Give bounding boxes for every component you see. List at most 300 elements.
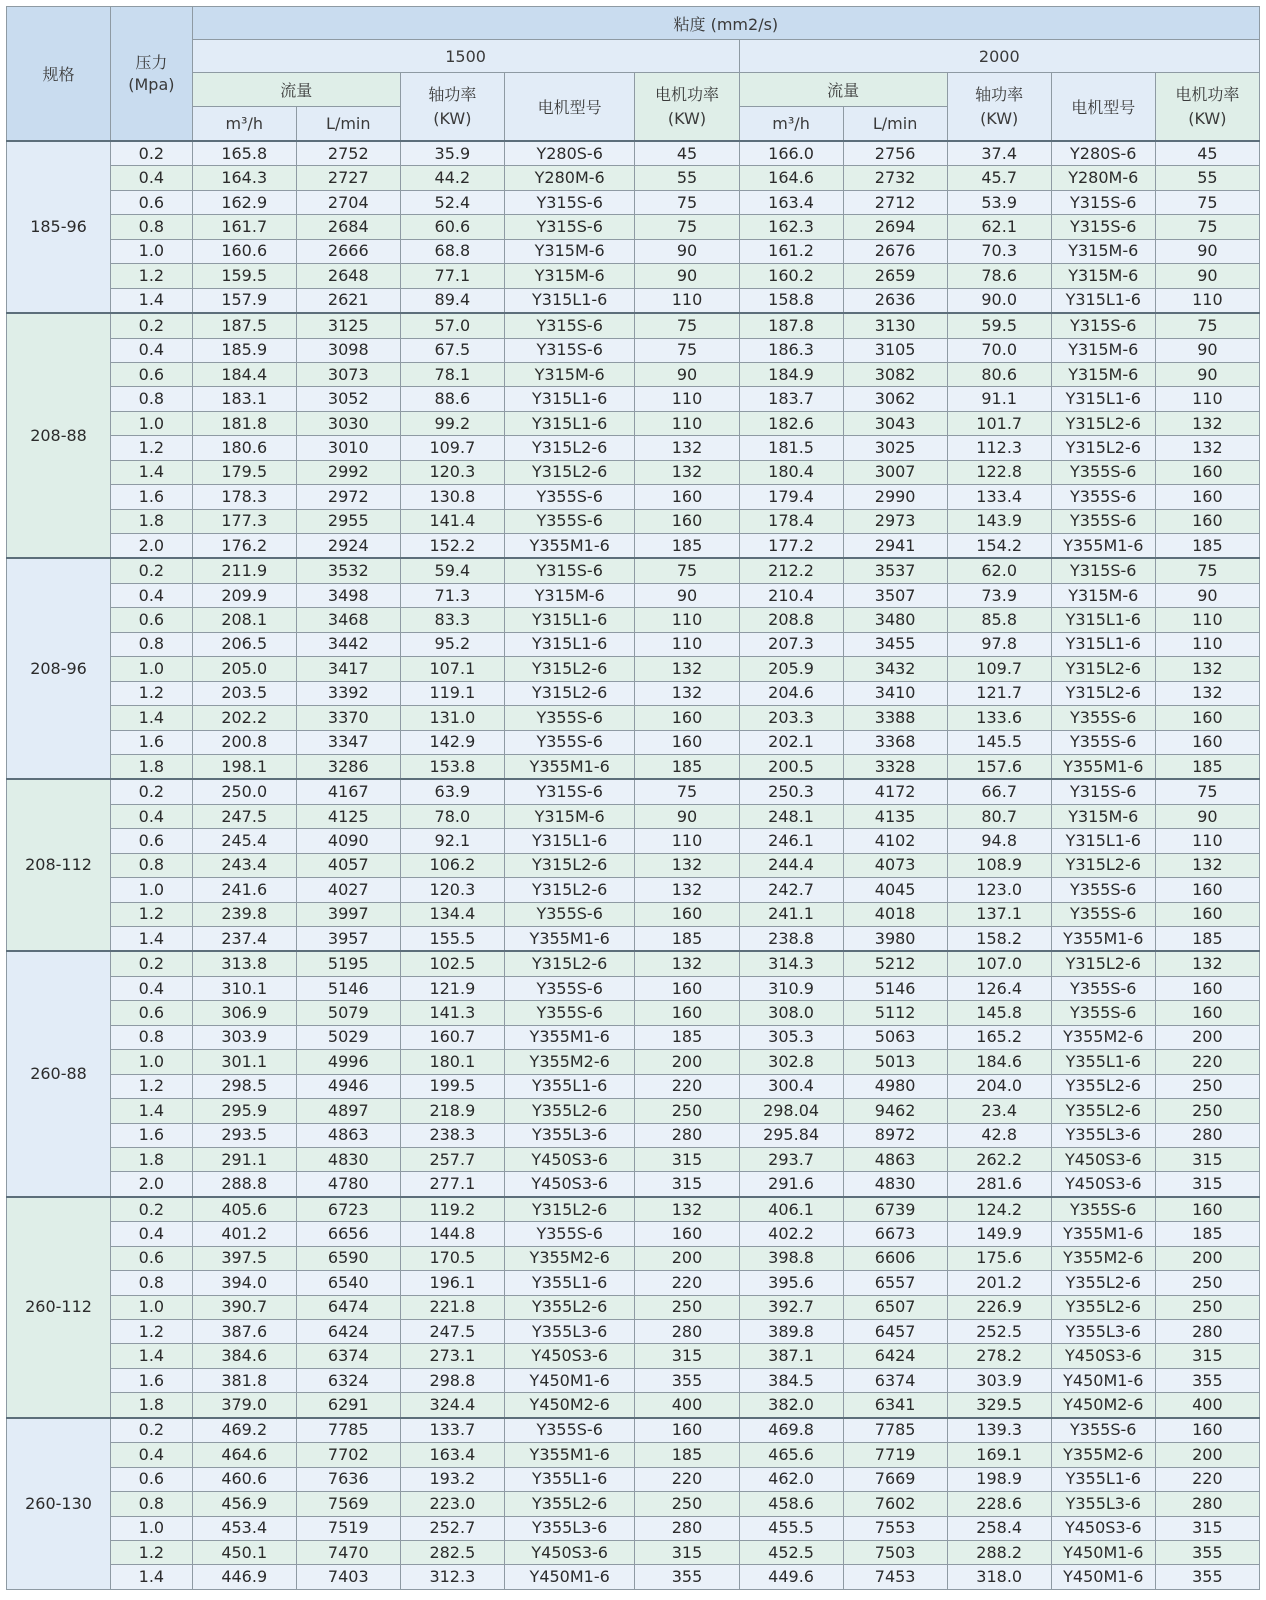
- shaft-power-1500-cell: 59.4: [400, 558, 504, 583]
- motor-power-2000-cell: 110: [1155, 632, 1259, 656]
- flow-lmin-2000-cell: 6341: [843, 1393, 947, 1418]
- shaft-power-1500-cell: 78.0: [400, 804, 504, 828]
- motor-power-2000-cell: 160: [1155, 878, 1259, 902]
- flow-lmin-1500-cell: 2924: [296, 534, 400, 559]
- motor-model-2000-cell: Y315M-6: [1051, 264, 1155, 288]
- shaft-power-1500-cell: 160.7: [400, 1025, 504, 1049]
- motor-model-2000-cell: Y355S-6: [1051, 1197, 1155, 1222]
- motor-power-1500-cell: 75: [635, 558, 739, 583]
- motor-power-2000-cell: 90: [1155, 338, 1259, 362]
- flow-lmin-2000-cell: 6606: [843, 1246, 947, 1270]
- motor-power-1500-cell: 220: [635, 1467, 739, 1491]
- table-row: [7, 706, 1260, 730]
- motor-power-2000-cell: 90: [1155, 264, 1259, 288]
- flow-lmin-2000-cell: 4045: [843, 878, 947, 902]
- flow-lmin-2000-cell: 3328: [843, 754, 947, 779]
- pressure-cell: 1.2: [111, 902, 193, 926]
- table-row: [7, 411, 1260, 435]
- flow-lmin-2000-cell: 7669: [843, 1467, 947, 1491]
- motor-power-2000-cell: 90: [1155, 362, 1259, 386]
- flow-lmin-1500-cell: 7403: [296, 1565, 400, 1589]
- flow-m3h-2000-cell: 250.3: [739, 779, 843, 804]
- motor-power-2000-cell: 90: [1155, 804, 1259, 828]
- motor-power-1500-cell: 132: [635, 436, 739, 460]
- shaft-power-2000-cell: 85.8: [947, 608, 1051, 632]
- shaft-power-2000-cell: 23.4: [947, 1099, 1051, 1123]
- flow-lmin-1500-cell: 5195: [296, 951, 400, 976]
- motor-model-2000-cell: Y315L2-6: [1051, 951, 1155, 976]
- table-row: [7, 436, 1260, 460]
- motor-power-2000-cell: 132: [1155, 657, 1259, 681]
- motor-model-1500-cell: Y355L3-6: [504, 1123, 635, 1147]
- shaft-power-1500-cell: 199.5: [400, 1074, 504, 1098]
- pressure-cell: 1.2: [111, 1074, 193, 1098]
- pressure-cell: 1.0: [111, 1516, 193, 1540]
- pressure-cell: 1.4: [111, 460, 193, 484]
- motor-model-2000-cell: Y355S-6: [1051, 976, 1155, 1000]
- motor-model-1500-cell: Y355S-6: [504, 1418, 635, 1443]
- motor-power-1500-cell: 315: [635, 1344, 739, 1368]
- motor-model-1500-cell: Y315L1-6: [504, 829, 635, 853]
- table-row: [7, 976, 1260, 1000]
- shaft-power-2000-cell: 252.5: [947, 1320, 1051, 1344]
- motor-power-1500-cell: 315: [635, 1172, 739, 1197]
- flow-m3h-2000-cell: 298.04: [739, 1099, 843, 1123]
- flow-m3h-2000-cell: 162.3: [739, 215, 843, 239]
- pressure-cell: 1.2: [111, 681, 193, 705]
- motor-power-2000-cell: 55: [1155, 166, 1259, 190]
- motor-model-2000-cell: Y315S-6: [1051, 215, 1155, 239]
- flow-m3h-1500-cell: 301.1: [192, 1050, 296, 1074]
- flow-lmin-2000-cell: 6457: [843, 1320, 947, 1344]
- table-row: [7, 1197, 1260, 1222]
- motor-model-2000-cell: Y355L1-6: [1051, 1467, 1155, 1491]
- pressure-cell: 0.2: [111, 1418, 193, 1443]
- pressure-cell: 1.8: [111, 1147, 193, 1171]
- viscosity-header: 粘度 (mm2/s): [192, 7, 1259, 40]
- flow-m3h-2000-cell: 158.8: [739, 288, 843, 313]
- flow-m3h-2000-cell: 177.2: [739, 534, 843, 559]
- motor-power-1500-cell: 280: [635, 1123, 739, 1147]
- flow-lmin-2000-cell: 2636: [843, 288, 947, 313]
- shaft-power-2000-cell: 91.1: [947, 387, 1051, 411]
- spec-cell: 260-112: [7, 1197, 111, 1418]
- table-row: [7, 509, 1260, 533]
- shaft-power-2000-cell: 126.4: [947, 976, 1051, 1000]
- flow-m3h-1500-cell: 313.8: [192, 951, 296, 976]
- table-header: [7, 7, 1260, 142]
- shaft-power-1500-cell: 155.5: [400, 927, 504, 952]
- motor-power-2000-cell: 220: [1155, 1467, 1259, 1491]
- flow-lmin-1500-cell: 3370: [296, 706, 400, 730]
- flow-m3h-2000-cell: 310.9: [739, 976, 843, 1000]
- motor-power-1500-cell: 75: [635, 215, 739, 239]
- flow-m3h-1500-cell: 450.1: [192, 1540, 296, 1564]
- motor-model-1500-cell: Y355M1-6: [504, 927, 635, 952]
- pressure-cell: 0.2: [111, 1197, 193, 1222]
- flow-m3h-1500-cell: 250.0: [192, 779, 296, 804]
- flow-m3h-1500-cell: 460.6: [192, 1467, 296, 1491]
- flow-m3h-2000-cell: 210.4: [739, 583, 843, 607]
- pressure-cell: 0.6: [111, 608, 193, 632]
- flow-m3h-1500-cell: 446.9: [192, 1565, 296, 1589]
- motor-power-2000-cell: 200: [1155, 1443, 1259, 1467]
- flow-m3h-2000-cell: 314.3: [739, 951, 843, 976]
- flow-lmin-2000-cell: 4018: [843, 902, 947, 926]
- pressure-header: 压力 (Mpa): [111, 7, 193, 142]
- flow-lmin-2000-cell: 2756: [843, 141, 947, 166]
- pressure-cell: 2.0: [111, 1172, 193, 1197]
- shaft-power-1500-cell: 131.0: [400, 706, 504, 730]
- unit-lmin-1500: L/min: [296, 107, 400, 142]
- motor-model-2000-cell: Y315L1-6: [1051, 632, 1155, 656]
- spec-group-2: [7, 558, 1260, 779]
- shaft-power-1500-cell: 277.1: [400, 1172, 504, 1197]
- flow-m3h-1500-cell: 288.8: [192, 1172, 296, 1197]
- motor-power-1500-cell: 280: [635, 1320, 739, 1344]
- flow-lmin-1500-cell: 2684: [296, 215, 400, 239]
- shaft-power-2000-cell: 198.9: [947, 1467, 1051, 1491]
- motor-model-1500-cell: Y315S-6: [504, 190, 635, 214]
- flow-lmin-2000-cell: 4135: [843, 804, 947, 828]
- flow-lmin-2000-cell: 2694: [843, 215, 947, 239]
- flow-lmin-2000-cell: 3368: [843, 730, 947, 754]
- motor-model-1500-cell: Y355S-6: [504, 730, 635, 754]
- flow-lmin-2000-cell: 7503: [843, 1540, 947, 1564]
- flow-lmin-2000-cell: 3007: [843, 460, 947, 484]
- motor-power-1500-cell: 90: [635, 583, 739, 607]
- pressure-cell: 0.6: [111, 190, 193, 214]
- shaft-power-1500-cell: 57.0: [400, 313, 504, 338]
- shaft-power-1500-cell: 35.9: [400, 141, 504, 166]
- shaft-power-1500-cell: 95.2: [400, 632, 504, 656]
- table-row: [7, 1368, 1260, 1392]
- motor-model-2000-cell: Y355L2-6: [1051, 1074, 1155, 1098]
- flow-m3h-1500-cell: 387.6: [192, 1320, 296, 1344]
- motor-power-1500-cell: 160: [635, 730, 739, 754]
- flow-m3h-2000-cell: 392.7: [739, 1295, 843, 1319]
- flow-m3h-1500-cell: 379.0: [192, 1393, 296, 1418]
- flow-m3h-2000-cell: 184.9: [739, 362, 843, 386]
- motor-power-2000-cell: 110: [1155, 829, 1259, 853]
- flow-lmin-2000-cell: 7719: [843, 1443, 947, 1467]
- shaft-power-1500-cell: 218.9: [400, 1099, 504, 1123]
- motor-power-2000-cell: 160: [1155, 485, 1259, 509]
- motor-power-1500-cell: 110: [635, 632, 739, 656]
- motor-power-2000-cell: 110: [1155, 387, 1259, 411]
- motor-model-2000-cell: Y315M-6: [1051, 239, 1155, 263]
- motor-power-header-1500: 电机功率 (KW): [635, 73, 739, 142]
- flow-lmin-2000-cell: 2973: [843, 509, 947, 533]
- motor-power-1500-cell: 132: [635, 1197, 739, 1222]
- flow-m3h-1500-cell: 177.3: [192, 509, 296, 533]
- shaft-power-1500-cell: 134.4: [400, 902, 504, 926]
- shaft-power-2000-cell: 70.0: [947, 338, 1051, 362]
- motor-model-1500-cell: Y315M-6: [504, 264, 635, 288]
- flow-lmin-2000-cell: 6424: [843, 1344, 947, 1368]
- flow-m3h-2000-cell: 212.2: [739, 558, 843, 583]
- flow-lmin-2000-cell: 9462: [843, 1099, 947, 1123]
- motor-power-1500-cell: 160: [635, 509, 739, 533]
- flow-lmin-1500-cell: 5079: [296, 1001, 400, 1025]
- motor-power-2000-cell: 355: [1155, 1368, 1259, 1392]
- flow-lmin-1500-cell: 6474: [296, 1295, 400, 1319]
- pressure-cell: 1.2: [111, 1540, 193, 1564]
- flow-lmin-1500-cell: 4996: [296, 1050, 400, 1074]
- motor-model-1500-cell: Y315L1-6: [504, 411, 635, 435]
- flow-lmin-1500-cell: 4125: [296, 804, 400, 828]
- pressure-cell: 0.4: [111, 583, 193, 607]
- motor-model-1500-cell: Y355S-6: [504, 1222, 635, 1246]
- flow-lmin-1500-cell: 4863: [296, 1123, 400, 1147]
- pressure-cell: 1.4: [111, 1344, 193, 1368]
- shaft-power-1500-cell: 60.6: [400, 215, 504, 239]
- flow-lmin-1500-cell: 3957: [296, 927, 400, 952]
- motor-power-1500-cell: 132: [635, 951, 739, 976]
- motor-model-2000-cell: Y355L3-6: [1051, 1320, 1155, 1344]
- pressure-cell: 0.2: [111, 313, 193, 338]
- flow-m3h-1500-cell: 205.0: [192, 657, 296, 681]
- motor-model-1500-cell: Y450S3-6: [504, 1344, 635, 1368]
- flow-m3h-1500-cell: 245.4: [192, 829, 296, 853]
- shaft-power-1500-cell: 144.8: [400, 1222, 504, 1246]
- motor-model-1500-cell: Y315L2-6: [504, 878, 635, 902]
- flow-m3h-1500-cell: 209.9: [192, 583, 296, 607]
- table-row: [7, 288, 1260, 313]
- flow-m3h-1500-cell: 384.6: [192, 1344, 296, 1368]
- pressure-cell: 0.6: [111, 362, 193, 386]
- motor-model-2000-cell: Y355L3-6: [1051, 1492, 1155, 1516]
- motor-power-2000-cell: 250: [1155, 1099, 1259, 1123]
- table-row: [7, 338, 1260, 362]
- flow-lmin-2000-cell: 6673: [843, 1222, 947, 1246]
- shaft-power-2000-cell: 145.8: [947, 1001, 1051, 1025]
- flow-m3h-1500-cell: 179.5: [192, 460, 296, 484]
- motor-power-1500-cell: 185: [635, 927, 739, 952]
- motor-model-1500-cell: Y355S-6: [504, 485, 635, 509]
- motor-model-1500-cell: Y355M2-6: [504, 1246, 635, 1270]
- motor-model-2000-cell: Y315M-6: [1051, 583, 1155, 607]
- motor-power-2000-cell: 45: [1155, 141, 1259, 166]
- table-row: [7, 534, 1260, 559]
- shaft-power-1500-cell: 141.4: [400, 509, 504, 533]
- motor-power-2000-cell: 250: [1155, 1271, 1259, 1295]
- flow-m3h-1500-cell: 180.6: [192, 436, 296, 460]
- pressure-cell: 0.2: [111, 141, 193, 166]
- flow-lmin-2000-cell: 5146: [843, 976, 947, 1000]
- table-row: [7, 632, 1260, 656]
- motor-power-2000-cell: 315: [1155, 1172, 1259, 1197]
- shaft-power-1500-cell: 44.2: [400, 166, 504, 190]
- flow-m3h-1500-cell: 293.5: [192, 1123, 296, 1147]
- motor-model-1500-cell: Y315S-6: [504, 313, 635, 338]
- flow-lmin-1500-cell: 3532: [296, 558, 400, 583]
- flow-m3h-2000-cell: 458.6: [739, 1492, 843, 1516]
- flow-m3h-2000-cell: 384.5: [739, 1368, 843, 1392]
- flow-lmin-1500-cell: 3498: [296, 583, 400, 607]
- motor-model-2000-cell: Y315S-6: [1051, 558, 1155, 583]
- flow-lmin-1500-cell: 2621: [296, 288, 400, 313]
- flow-lmin-1500-cell: 2666: [296, 239, 400, 263]
- flow-m3h-1500-cell: 183.1: [192, 387, 296, 411]
- table-row: [7, 878, 1260, 902]
- flow-m3h-2000-cell: 208.8: [739, 608, 843, 632]
- table-row: [7, 1295, 1260, 1319]
- motor-model-1500-cell: Y355S-6: [504, 1001, 635, 1025]
- shaft-power-1500-cell: 196.1: [400, 1271, 504, 1295]
- motor-model-1500-cell: Y355S-6: [504, 976, 635, 1000]
- motor-model-2000-cell: Y355L1-6: [1051, 1050, 1155, 1074]
- motor-model-2000-cell: Y280M-6: [1051, 166, 1155, 190]
- flow-lmin-1500-cell: 3417: [296, 657, 400, 681]
- table-row: [7, 1393, 1260, 1418]
- shaft-power-2000-cell: 133.4: [947, 485, 1051, 509]
- flow-lmin-1500-cell: 6324: [296, 1368, 400, 1392]
- motor-model-2000-cell: Y450S3-6: [1051, 1172, 1155, 1197]
- motor-power-2000-cell: 250: [1155, 1074, 1259, 1098]
- flow-lmin-2000-cell: 7453: [843, 1565, 947, 1589]
- motor-model-1500-cell: Y450S3-6: [504, 1147, 635, 1171]
- table-row: [7, 730, 1260, 754]
- motor-power-1500-cell: 110: [635, 829, 739, 853]
- flow-lmin-2000-cell: 3432: [843, 657, 947, 681]
- shaft-power-2000-cell: 165.2: [947, 1025, 1051, 1049]
- motor-model-1500-cell: Y450S3-6: [504, 1172, 635, 1197]
- shaft-power-1500-cell: 247.5: [400, 1320, 504, 1344]
- motor-model-1500-cell: Y280M-6: [504, 166, 635, 190]
- motor-model-2000-cell: Y450M1-6: [1051, 1368, 1155, 1392]
- flow-lmin-1500-cell: 3010: [296, 436, 400, 460]
- flow-lmin-2000-cell: 3025: [843, 436, 947, 460]
- flow-m3h-1500-cell: 187.5: [192, 313, 296, 338]
- flow-m3h-2000-cell: 387.1: [739, 1344, 843, 1368]
- flow-m3h-2000-cell: 238.8: [739, 927, 843, 952]
- flow-m3h-1500-cell: 178.3: [192, 485, 296, 509]
- motor-power-1500-cell: 185: [635, 754, 739, 779]
- table-row: [7, 1147, 1260, 1171]
- flow-lmin-1500-cell: 2648: [296, 264, 400, 288]
- pressure-cell: 1.4: [111, 1565, 193, 1589]
- flow-lmin-1500-cell: 7519: [296, 1516, 400, 1540]
- pressure-cell: 1.2: [111, 1320, 193, 1344]
- shaft-power-1500-cell: 170.5: [400, 1246, 504, 1270]
- flow-m3h-1500-cell: 453.4: [192, 1516, 296, 1540]
- flow-m3h-2000-cell: 449.6: [739, 1565, 843, 1589]
- motor-model-2000-cell: Y315M-6: [1051, 362, 1155, 386]
- motor-model-1500-cell: Y355L1-6: [504, 1467, 635, 1491]
- flow-lmin-2000-cell: 3507: [843, 583, 947, 607]
- shaft-power-2000-cell: 318.0: [947, 1565, 1051, 1589]
- shaft-power-2000-cell: 133.6: [947, 706, 1051, 730]
- motor-model-2000-cell: Y315L2-6: [1051, 657, 1155, 681]
- motor-power-2000-cell: 200: [1155, 1025, 1259, 1049]
- spec-group-5: [7, 1197, 1260, 1418]
- shaft-power-2000-cell: 108.9: [947, 853, 1051, 877]
- motor-model-1500-cell: Y355M1-6: [504, 1443, 635, 1467]
- motor-power-1500-cell: 250: [635, 1492, 739, 1516]
- motor-power-2000-cell: 315: [1155, 1344, 1259, 1368]
- motor-power-1500-cell: 110: [635, 608, 739, 632]
- flow-m3h-1500-cell: 157.9: [192, 288, 296, 313]
- shaft-power-1500-cell: 120.3: [400, 878, 504, 902]
- flow-lmin-1500-cell: 6374: [296, 1344, 400, 1368]
- motor-power-1500-cell: 90: [635, 362, 739, 386]
- shaft-power-1500-cell: 83.3: [400, 608, 504, 632]
- motor-power-1500-cell: 110: [635, 387, 739, 411]
- shaft-power-1500-cell: 78.1: [400, 362, 504, 386]
- motor-power-2000-cell: 280: [1155, 1123, 1259, 1147]
- motor-model-2000-cell: Y315L2-6: [1051, 681, 1155, 705]
- motor-power-2000-cell: 160: [1155, 976, 1259, 1000]
- flow-lmin-1500-cell: 7569: [296, 1492, 400, 1516]
- motor-model-2000-cell: Y315M-6: [1051, 338, 1155, 362]
- shaft-power-2000-cell: 78.6: [947, 264, 1051, 288]
- motor-power-2000-cell: 185: [1155, 1222, 1259, 1246]
- flow-m3h-1500-cell: 185.9: [192, 338, 296, 362]
- motor-power-2000-cell: 132: [1155, 681, 1259, 705]
- shaft-power-2000-cell: 226.9: [947, 1295, 1051, 1319]
- shaft-power-1500-cell: 142.9: [400, 730, 504, 754]
- motor-power-2000-cell: 160: [1155, 902, 1259, 926]
- motor-model-2000-cell: Y280S-6: [1051, 141, 1155, 166]
- pressure-cell: 1.4: [111, 1099, 193, 1123]
- motor-model-2000-cell: Y355S-6: [1051, 730, 1155, 754]
- flow-m3h-2000-cell: 180.4: [739, 460, 843, 484]
- shaft-power-1500-cell: 107.1: [400, 657, 504, 681]
- motor-power-1500-cell: 75: [635, 779, 739, 804]
- flow-m3h-1500-cell: 381.8: [192, 1368, 296, 1392]
- flow-lmin-1500-cell: 2992: [296, 460, 400, 484]
- pressure-cell: 0.8: [111, 215, 193, 239]
- motor-power-2000-cell: 75: [1155, 190, 1259, 214]
- flow-m3h-2000-cell: 302.8: [739, 1050, 843, 1074]
- motor-model-1500-cell: Y315L1-6: [504, 608, 635, 632]
- table-row: [7, 1565, 1260, 1589]
- motor-power-1500-cell: 90: [635, 804, 739, 828]
- flow-m3h-2000-cell: 183.7: [739, 387, 843, 411]
- motor-power-2000-cell: 132: [1155, 436, 1259, 460]
- motor-model-2000-cell: Y355L3-6: [1051, 1123, 1155, 1147]
- motor-model-1500-cell: Y315L2-6: [504, 951, 635, 976]
- motor-power-1500-cell: 55: [635, 166, 739, 190]
- flow-header-1500: 流量: [192, 73, 400, 107]
- shaft-power-2000-cell: 139.3: [947, 1418, 1051, 1443]
- motor-model-2000-cell: Y315L2-6: [1051, 853, 1155, 877]
- motor-model-2000-cell: Y355S-6: [1051, 1001, 1155, 1025]
- flow-m3h-1500-cell: 165.8: [192, 141, 296, 166]
- motor-model-1500-cell: Y315S-6: [504, 338, 635, 362]
- motor-model-2000-cell: Y315L1-6: [1051, 829, 1155, 853]
- flow-m3h-1500-cell: 464.6: [192, 1443, 296, 1467]
- flow-m3h-2000-cell: 160.2: [739, 264, 843, 288]
- flow-m3h-1500-cell: 202.2: [192, 706, 296, 730]
- shaft-power-2000-cell: 66.7: [947, 779, 1051, 804]
- shaft-power-1500-cell: 153.8: [400, 754, 504, 779]
- table-row: [7, 1320, 1260, 1344]
- flow-m3h-2000-cell: 402.2: [739, 1222, 843, 1246]
- shaft-power-2000-cell: 62.1: [947, 215, 1051, 239]
- table-row: [7, 166, 1260, 190]
- flow-m3h-1500-cell: 237.4: [192, 927, 296, 952]
- flow-lmin-1500-cell: 6291: [296, 1393, 400, 1418]
- motor-model-2000-cell: Y355S-6: [1051, 878, 1155, 902]
- flow-lmin-2000-cell: 4830: [843, 1172, 947, 1197]
- pressure-cell: 1.4: [111, 706, 193, 730]
- motor-model-1500-cell: Y355M1-6: [504, 1025, 635, 1049]
- motor-model-1500-cell: Y450M2-6: [504, 1393, 635, 1418]
- motor-model-1500-cell: Y315L2-6: [504, 460, 635, 484]
- shaft-power-1500-cell: 180.1: [400, 1050, 504, 1074]
